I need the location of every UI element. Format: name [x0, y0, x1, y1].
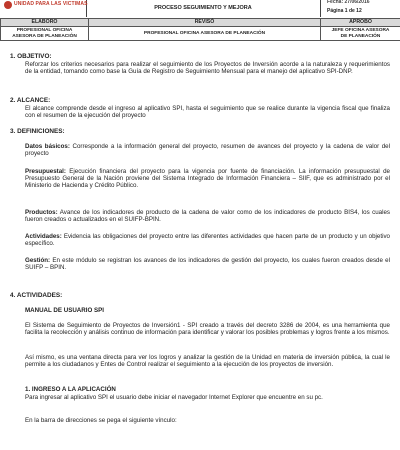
- value-reviso: PROFESIONAL OFICINA ASESORA DE PLANEACIÓN: [89, 27, 321, 41]
- value-elaboro: PROFESIONAL OFICINA ASESORA DE PLANEACIÓN: [1, 27, 89, 41]
- definition-gestion: Gestión: En este módulo se registran los avances de los indicadores de gestión del proyecto, los cuales fueron creados desde el SUIFP – BPIN.: [25, 257, 390, 272]
- value-aprobo: JEFE OFICINA ASESORA DE PLANEACIÓN: [321, 27, 400, 41]
- logo-text: UNIDAD PARA LAS VICTIMAS: [14, 1, 88, 7]
- manual-heading: MANUAL DE USUARIO SPI: [25, 307, 104, 314]
- definition-datos-basicos: Datos básicos: Corresponde a la información general del proyecto, resumen de avances del proyecto y la cadena de valor del proyecto: [25, 143, 390, 158]
- definition-productos: Productos: Avance de los indicadores de producto de la cadena de valor como de los indicadores de producto BIS4, los cuales fueron creados o actualizados en el SUIFP-BPIN.: [25, 209, 390, 224]
- section-objetivo-title: 1. OBJETIVO:: [10, 53, 52, 60]
- approval-table: [0, 18, 400, 41]
- header-top-row: [0, 0, 400, 17]
- header-aprobo: APROBO: [321, 19, 400, 27]
- header-reviso: REVISÓ: [89, 19, 321, 27]
- seal-icon: [4, 1, 12, 9]
- process-title: PROCESO SEGUIMIENTO Y MEJORA: [154, 5, 252, 11]
- page-label: Página 1 de 12: [327, 8, 362, 14]
- entity-logo: [0, 0, 87, 17]
- section-objetivo-text: Reforzar los criterios necesarios para realizar el seguimiento de los Proyectos de Inversión acorde a la naturaleza y requerimientos de la entidad, tomando como base la Guía de Registro de Seguimiento Mensual para el manejo del aplicativo SPI-DNP.: [25, 61, 390, 76]
- ingreso-paragraph-1: Para ingresar al aplicativo SPI el usuario debe iniciar el navegador Internet Explorer que encuentre en su pc.: [25, 394, 323, 401]
- approval-header-row: [1, 19, 400, 27]
- header-elaboro: ELABORO: [1, 19, 89, 27]
- approval-value-row: [1, 27, 400, 41]
- section-actividades-title: 4. ACTIVIDADES:: [10, 292, 63, 299]
- ingreso-paragraph-2: En la barra de direcciones se pega el siguiente vínculo:: [25, 417, 177, 424]
- section-alcance-text: El alcance comprende desde el ingreso al aplicativo SPI, hasta el seguimiento que se realice durante la vigencia fiscal que finaliza con el resumen de la ejecución del proyecto: [25, 105, 390, 120]
- document-meta: [320, 0, 400, 17]
- document-header: [0, 0, 400, 46]
- definition-actividades: Actividades: Evidencia las obligaciones del proyecto entre las diferentes actividades que hacen parte de un producto y un objetivo específico.: [25, 233, 390, 248]
- section-definiciones-title: 3. DEFINICIONES:: [10, 128, 65, 135]
- section-alcance-title: 2. ALCANCE:: [10, 97, 51, 104]
- manual-paragraph-2: Así mismo, es una ventana directa para ver los logros y analizar la gestión de la Unidad en materia de inversión pública, la cual le permite a los ciudadanos y Entes de Control realizar el seguimiento a la ejecución de los proyectos de inversión.: [25, 354, 390, 369]
- manual-paragraph-1: El Sistema de Seguimiento de Proyectos de Inversión1 - SPI creado a través del decreto 3286 de 2004, es una herramienta que facilita la recolección y análisis continuo de información para identificar y valorar los posibles problemas y logros frente a los mismos.: [25, 322, 390, 337]
- subsection-ingreso-title: 1. INGRESO A LA APLICACIÓN: [25, 386, 116, 393]
- definition-presupuestal: Presupuestal: Ejecución financiera del proyecto para la vigencia por fuente de financiación. La información presupuestal de Presupuesto General de la Nación proviene del Sistema Integrado de Información Financiera – SIIF, que es administrado por el Ministerio de Hacienda y Crédito Público.: [25, 168, 390, 190]
- date-label: Fecha: 27/06/2016: [327, 0, 370, 5]
